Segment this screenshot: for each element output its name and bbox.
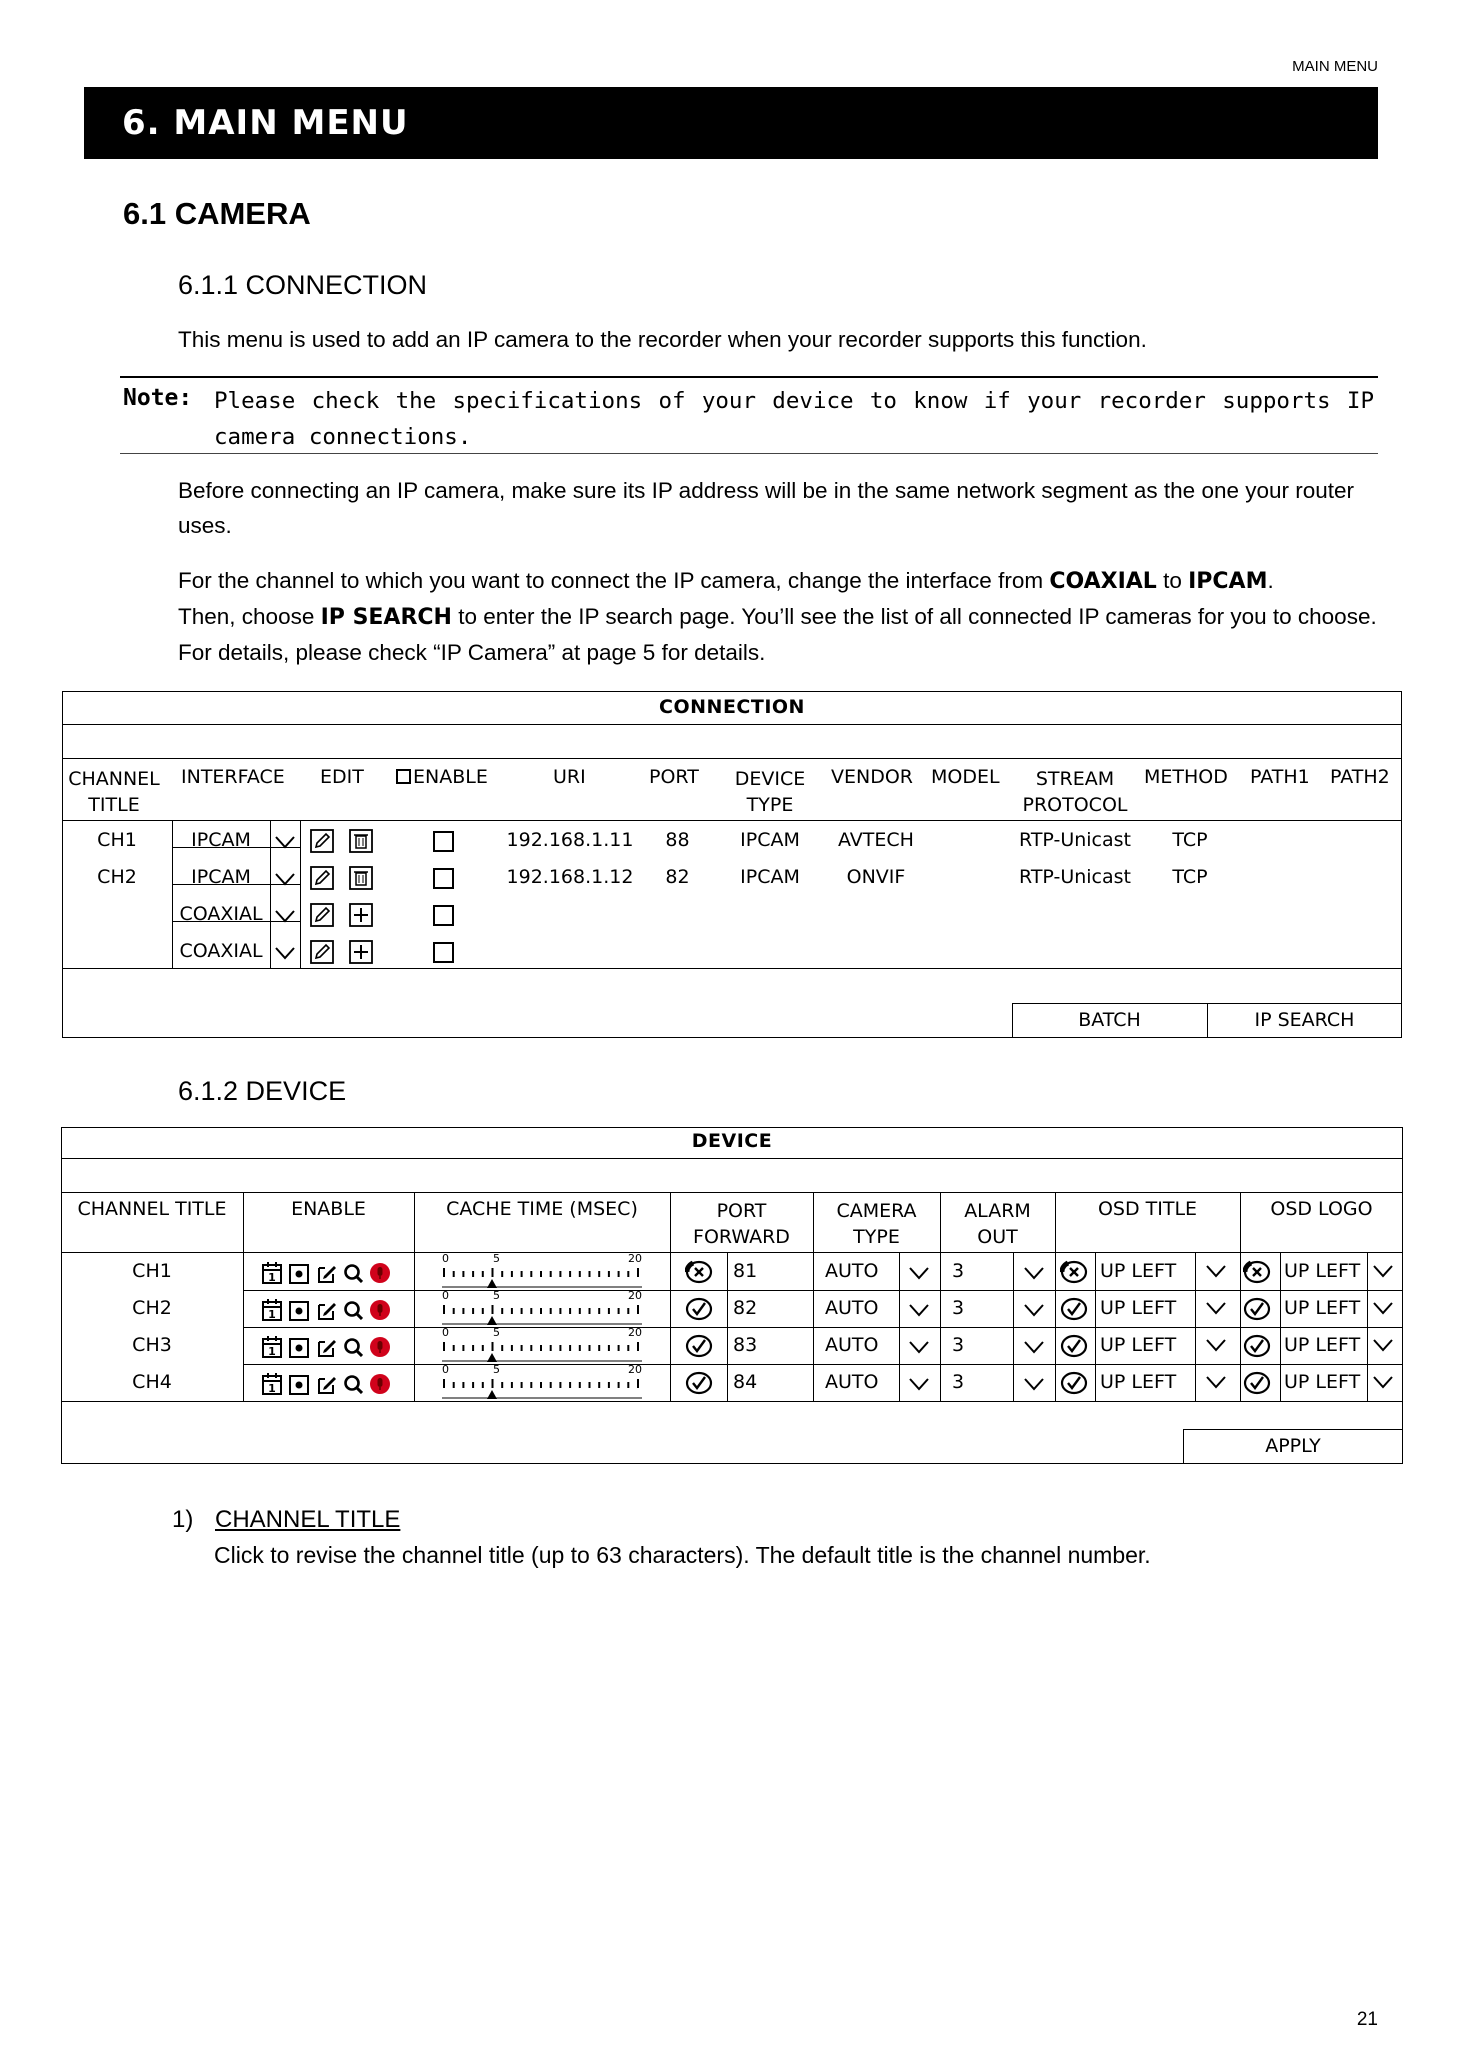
connection-intro: This menu is used to add an IP camera to the recorder when your recorder supports this function.	[178, 327, 1147, 352]
audio-icon[interactable]	[369, 1299, 391, 1321]
batch-button[interactable]: BATCH	[1078, 1009, 1141, 1031]
slider-tick-label: 0	[442, 1326, 449, 1339]
checked-icon[interactable]	[1060, 1334, 1088, 1358]
chevron-down-icon[interactable]	[908, 1299, 930, 1319]
cell-uri: 192.168.1.11	[506, 829, 634, 851]
para-text: to	[1156, 568, 1189, 593]
osd-logo-select[interactable]: UP LEFT	[1284, 1297, 1361, 1319]
enable-checkbox[interactable]	[433, 868, 454, 889]
header-enable	[396, 766, 488, 788]
chevron-down-icon[interactable]	[274, 831, 296, 851]
chapter-title-bar	[84, 87, 1378, 159]
divider	[1055, 1192, 1056, 1401]
note-rule-top	[120, 376, 1378, 378]
page-number: 21	[1356, 2009, 1378, 2030]
checked-icon[interactable]	[1060, 1371, 1088, 1395]
item-label: CHANNEL TITLE	[215, 1506, 401, 1533]
connection-para-2	[178, 563, 1378, 670]
header-interface: INTERFACE	[181, 766, 285, 788]
schedule-icon[interactable]	[262, 1336, 282, 1358]
edit-icon[interactable]	[316, 1299, 338, 1321]
divider	[1195, 1252, 1196, 1401]
alarm-out-select[interactable]: 3	[952, 1260, 965, 1282]
item-number: 1)	[172, 1506, 194, 1533]
cache-time-slider[interactable]	[442, 1290, 642, 1326]
enable-checkbox[interactable]	[433, 905, 454, 926]
chevron-down-icon[interactable]	[274, 942, 296, 962]
divider	[813, 1192, 814, 1401]
para-text: For the channel to which you want to connect the IP camera, change the interface from	[178, 568, 1050, 593]
record-icon[interactable]	[289, 1262, 309, 1284]
cell-port: 88	[665, 829, 690, 851]
port-input[interactable]: 81	[733, 1260, 758, 1282]
header-vendor: VENDOR	[831, 766, 914, 788]
slider-tick-label: 5	[493, 1289, 500, 1302]
edit-icon[interactable]	[310, 829, 334, 853]
header-uri: URI	[553, 766, 586, 788]
search-icon[interactable]	[343, 1337, 363, 1357]
checked-icon[interactable]	[685, 1334, 713, 1358]
audio-icon[interactable]	[369, 1262, 391, 1284]
edit-icon[interactable]	[310, 903, 334, 927]
unchecked-icon[interactable]	[1243, 1260, 1271, 1284]
term-coaxial: COAXIAL	[1049, 569, 1157, 594]
divider	[940, 1192, 941, 1401]
header-port-forward	[670, 1198, 813, 1250]
running-header: MAIN MENU	[1292, 58, 1378, 75]
chevron-down-icon[interactable]	[1372, 1371, 1394, 1391]
search-icon[interactable]	[343, 1300, 363, 1320]
osd-title-select[interactable]: UP LEFT	[1100, 1297, 1177, 1319]
chevron-down-icon[interactable]	[908, 1336, 930, 1356]
chevron-down-icon[interactable]	[1205, 1260, 1227, 1280]
header-path1: PATH1	[1250, 766, 1310, 788]
divider	[243, 1327, 1403, 1328]
delete-icon[interactable]	[349, 866, 373, 890]
alarm-out-select[interactable]: 3	[952, 1297, 965, 1319]
unchecked-icon[interactable]	[1060, 1260, 1088, 1284]
header-text: TYPE	[746, 794, 794, 816]
divider	[1183, 1429, 1403, 1430]
chevron-down-icon[interactable]	[1023, 1262, 1045, 1282]
header-device-type	[720, 766, 820, 818]
port-input[interactable]: 83	[733, 1334, 758, 1356]
header-method: METHOD	[1144, 766, 1228, 788]
camera-type-select[interactable]: AUTO	[825, 1334, 879, 1356]
edit-icon[interactable]	[310, 940, 334, 964]
header-alarm-out	[940, 1198, 1055, 1250]
interface-select[interactable]: COAXIAL	[179, 903, 263, 925]
divider	[670, 1192, 671, 1401]
slider-tick-label: 0	[442, 1363, 449, 1376]
cell-method: TCP	[1172, 866, 1208, 888]
header-text: STREAM	[1035, 768, 1115, 790]
checked-icon[interactable]	[1243, 1371, 1271, 1395]
osd-logo-select[interactable]: UP LEFT	[1284, 1371, 1361, 1393]
interface-select[interactable]: IPCAM	[191, 829, 251, 851]
add-icon[interactable]	[349, 940, 373, 964]
divider	[61, 1192, 1403, 1193]
cell-channel: CH2	[97, 866, 137, 888]
divider	[61, 1158, 1403, 1159]
chevron-down-icon[interactable]	[1023, 1336, 1045, 1356]
header-osd-logo: OSD LOGO	[1270, 1198, 1373, 1220]
interface-select[interactable]: COAXIAL	[179, 940, 263, 962]
divider	[300, 820, 301, 968]
cell-channel: CH1	[132, 1260, 172, 1282]
chevron-down-icon[interactable]	[1372, 1260, 1394, 1280]
divider	[727, 1252, 728, 1401]
chevron-down-icon[interactable]	[274, 868, 296, 888]
header-enable: ENABLE	[291, 1198, 366, 1220]
header-text: CHANNEL	[68, 768, 160, 790]
enable-checkbox[interactable]	[433, 831, 454, 852]
cell-channel: CH1	[97, 829, 137, 851]
divider	[1240, 1192, 1241, 1401]
divider	[899, 1252, 900, 1401]
header-channel-title: CHANNEL TITLE	[77, 1198, 227, 1220]
divider	[61, 1252, 1403, 1253]
header-osd-title: OSD TITLE	[1097, 1198, 1198, 1220]
divider	[62, 968, 1402, 969]
checkbox-icon	[396, 769, 411, 784]
svg-text:1: 1	[268, 1271, 276, 1284]
divider	[61, 1401, 1403, 1402]
camera-type-select[interactable]: AUTO	[825, 1371, 879, 1393]
cell-stream-protocol: RTP-Unicast	[1019, 866, 1131, 888]
para-text: to enter the IP search page. You’ll see the list of all connected IP cameras for you to choose. For details, please check “IP Camera” at page 5 for details.	[178, 604, 1377, 665]
search-icon[interactable]	[343, 1263, 363, 1283]
audio-icon[interactable]	[369, 1373, 391, 1395]
para-text: Then, choose	[178, 604, 321, 629]
subsection-title-device: 6.1.2 DEVICE	[178, 1076, 347, 1106]
divider	[1095, 1252, 1096, 1401]
header-model: MODEL	[931, 766, 1000, 788]
header-path2: PATH2	[1330, 766, 1390, 788]
edit-icon[interactable]	[310, 866, 334, 890]
slider-tick-label: 20	[628, 1363, 642, 1376]
cell-channel: CH3	[132, 1334, 172, 1356]
chevron-down-icon[interactable]	[908, 1262, 930, 1282]
osd-title-select[interactable]: UP LEFT	[1100, 1371, 1177, 1393]
chevron-down-icon[interactable]	[1372, 1334, 1394, 1354]
cache-time-slider[interactable]	[442, 1364, 642, 1400]
chapter-title: 6. MAIN MENU	[122, 103, 409, 143]
chevron-down-icon[interactable]	[1372, 1297, 1394, 1317]
note-rule-bottom	[120, 453, 1378, 454]
cell-channel: CH2	[132, 1297, 172, 1319]
search-icon[interactable]	[343, 1374, 363, 1394]
schedule-icon[interactable]	[262, 1262, 282, 1284]
schedule-icon[interactable]	[262, 1299, 282, 1321]
record-icon[interactable]	[289, 1299, 309, 1321]
cell-channel: CH4	[132, 1371, 172, 1393]
header-text: ENABLE	[413, 766, 488, 788]
header-text: DEVICE	[734, 768, 806, 790]
subsection-title-connection: 6.1.1 CONNECTION	[178, 270, 428, 300]
audio-icon[interactable]	[369, 1336, 391, 1358]
alarm-out-select[interactable]: 3	[952, 1334, 965, 1356]
note-label: Note:	[123, 385, 193, 411]
cell-uri: 192.168.1.12	[506, 866, 634, 888]
slider-tick-label: 20	[628, 1252, 642, 1265]
slider-tick-label: 5	[493, 1252, 500, 1265]
connection-para-1: Before connecting an IP camera, make sure its IP address will be in the same network segment as the one your router uses.	[178, 478, 1355, 538]
note-text: Please check the specifications of your device to know if your recorder supports IP camera connections.	[214, 388, 1374, 450]
header-text: ALARM	[964, 1200, 1031, 1222]
checked-icon[interactable]	[1243, 1334, 1271, 1358]
cell-port: 82	[665, 866, 690, 888]
header-port: PORT	[649, 766, 699, 788]
term-ipcam: IPCAM	[1188, 569, 1268, 594]
divider	[243, 1192, 244, 1401]
para-text: .	[1267, 568, 1274, 593]
connection-table-frame	[62, 691, 1402, 1038]
port-input[interactable]: 84	[733, 1371, 758, 1393]
camera-type-select[interactable]: AUTO	[825, 1260, 879, 1282]
header-text: PROTOCOL	[1022, 794, 1128, 816]
add-icon[interactable]	[349, 903, 373, 927]
cell-vendor: AVTECH	[838, 829, 914, 851]
edit-icon[interactable]	[316, 1262, 338, 1284]
header-stream-protocol	[1010, 766, 1140, 818]
svg-text:1: 1	[268, 1345, 276, 1358]
divider	[243, 1290, 1403, 1291]
chevron-down-icon[interactable]	[1205, 1371, 1227, 1391]
header-text: CAMERA	[836, 1200, 917, 1222]
enable-checkbox[interactable]	[433, 942, 454, 963]
slider-tick-label: 0	[442, 1252, 449, 1265]
checked-icon[interactable]	[1060, 1297, 1088, 1321]
divider	[414, 1192, 415, 1401]
divider	[1280, 1252, 1281, 1401]
svg-text:1: 1	[268, 1308, 276, 1321]
checked-icon[interactable]	[1243, 1297, 1271, 1321]
cell-vendor: ONVIF	[846, 866, 906, 888]
header-text: TYPE	[853, 1226, 900, 1248]
divider	[1367, 1252, 1368, 1401]
record-icon[interactable]	[289, 1336, 309, 1358]
osd-logo-select[interactable]: UP LEFT	[1284, 1334, 1361, 1356]
edit-icon[interactable]	[316, 1336, 338, 1358]
divider	[1013, 1252, 1014, 1401]
device-table-title: DEVICE	[691, 1130, 773, 1152]
header-text: PORT	[716, 1200, 767, 1222]
chevron-down-icon[interactable]	[908, 1373, 930, 1393]
divider	[270, 820, 271, 968]
unchecked-icon[interactable]	[685, 1260, 713, 1284]
slider-tick-label: 20	[628, 1289, 642, 1302]
header-text: TITLE	[88, 794, 140, 816]
record-icon[interactable]	[289, 1373, 309, 1395]
divider	[62, 724, 1402, 725]
device-table-frame	[61, 1127, 1403, 1464]
header-camera-type	[813, 1198, 940, 1250]
divider	[62, 758, 1402, 759]
schedule-icon[interactable]	[262, 1373, 282, 1395]
header-text: OUT	[977, 1226, 1018, 1248]
checked-icon[interactable]	[685, 1371, 713, 1395]
delete-icon[interactable]	[349, 829, 373, 853]
slider-tick-label: 0	[442, 1289, 449, 1302]
divider	[1012, 1003, 1402, 1004]
chevron-down-icon[interactable]	[1023, 1299, 1045, 1319]
cell-stream-protocol: RTP-Unicast	[1019, 829, 1131, 851]
item-description: Click to revise the channel title (up to 63 characters). The default title is the channel number.	[214, 1542, 1151, 1568]
cache-time-slider[interactable]	[442, 1253, 642, 1289]
section-title: 6.1 CAMERA	[123, 196, 311, 231]
term-ip-search: IP SEARCH	[320, 605, 452, 630]
divider	[243, 1364, 1403, 1365]
osd-logo-select[interactable]: UP LEFT	[1284, 1260, 1361, 1282]
osd-title-select[interactable]: UP LEFT	[1100, 1260, 1177, 1282]
chevron-down-icon[interactable]	[1205, 1334, 1227, 1354]
chevron-down-icon[interactable]	[1023, 1373, 1045, 1393]
checked-icon[interactable]	[685, 1297, 713, 1321]
cell-method: TCP	[1172, 829, 1208, 851]
alarm-out-select[interactable]: 3	[952, 1371, 965, 1393]
port-input[interactable]: 82	[733, 1297, 758, 1319]
cell-device-type: IPCAM	[740, 866, 800, 888]
camera-type-select[interactable]: AUTO	[825, 1297, 879, 1319]
header-cache-time: CACHE TIME (MSEC)	[446, 1198, 638, 1220]
slider-tick-label: 20	[628, 1326, 642, 1339]
slider-tick-label: 5	[493, 1363, 500, 1376]
ip-search-button[interactable]: IP SEARCH	[1254, 1009, 1355, 1031]
edit-icon[interactable]	[316, 1373, 338, 1395]
cell-device-type: IPCAM	[740, 829, 800, 851]
chevron-down-icon[interactable]	[274, 905, 296, 925]
header-channel-title	[62, 766, 166, 818]
cache-time-slider[interactable]	[442, 1327, 642, 1363]
osd-title-select[interactable]: UP LEFT	[1100, 1334, 1177, 1356]
divider	[62, 820, 1402, 821]
header-edit: EDIT	[320, 766, 364, 788]
interface-select[interactable]: IPCAM	[191, 866, 251, 888]
chevron-down-icon[interactable]	[1205, 1297, 1227, 1317]
slider-tick-label: 5	[493, 1326, 500, 1339]
connection-table-title: CONNECTION	[659, 696, 805, 718]
header-text: FORWARD	[693, 1226, 790, 1248]
svg-text:1: 1	[268, 1382, 276, 1395]
apply-button[interactable]: APPLY	[1265, 1435, 1321, 1457]
